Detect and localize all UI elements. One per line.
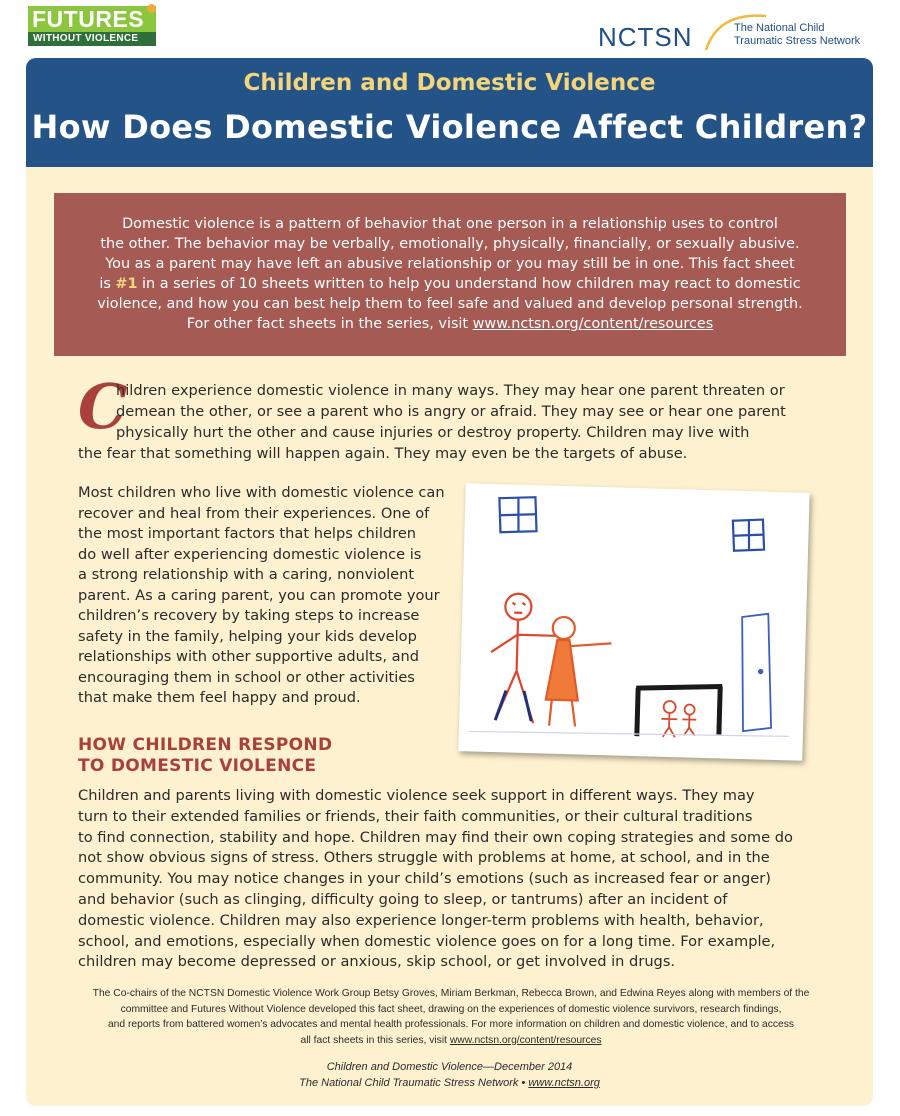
fwv-logo-bottom: WITHOUT VIOLENCE xyxy=(28,32,156,46)
child-drawing-illustration xyxy=(458,483,809,761)
paragraph-recovery xyxy=(78,483,470,709)
section-heading-line2: TO DOMESTIC VIOLENCE xyxy=(78,756,317,776)
sheet-number: #1 xyxy=(115,276,138,292)
fwv-logo-dot-icon xyxy=(147,4,156,13)
credits-resources-link[interactable]: www.nctsn.org/content/resources xyxy=(449,1034,602,1046)
intro-line: violence, and how you can best help them to feel safe and valued and develop personal strength. xyxy=(97,296,803,312)
footer-line1: Children and Domestic Violence—December 2014 xyxy=(326,1061,573,1073)
nctsn-name xyxy=(734,22,860,48)
credits-text: all fact sheets in this series, visit xyxy=(300,1034,450,1046)
fact-sheet-panel xyxy=(26,58,873,1106)
paragraph-line: the most important factors that helps children xyxy=(78,525,417,542)
intro-line: the other. The behavior may be verbally, emotionally, physically, financially, or sexually abusive. xyxy=(100,236,800,252)
footer xyxy=(26,1059,873,1091)
intro-line: Domestic violence is a pattern of behavior that one person in a relationship uses to control xyxy=(122,216,778,232)
fwv-logo-top: FUTURES xyxy=(28,6,156,32)
paragraph-line: parent. As a caring parent, you can promote your xyxy=(78,586,440,604)
page-title: How Does Domestic Violence Affect Children? xyxy=(31,108,868,146)
credits xyxy=(66,986,836,1048)
nctsn-name-line1: The National Child xyxy=(734,22,825,34)
paragraph-line: a strong relationship with a caring, nonviolent xyxy=(78,566,415,583)
window-right-icon xyxy=(732,519,765,552)
credits-line: The Co-chairs of the NCTSN Domestic Violence Work Group Betsy Groves, Miriam Berkman, Rebecca Brown, and Edwina Reyes along with members of the xyxy=(92,988,810,999)
intro-text: For other fact sheets in the series, visit xyxy=(186,316,473,332)
door-icon xyxy=(739,613,774,732)
credits-line: committee and Futures Without Violence developed this fact sheet, drawing on the experiences of domestic violence survivors, research findings, xyxy=(120,1003,782,1015)
child-drawing-image xyxy=(458,483,809,761)
intro-line: You as a parent may have left an abusive relationship or you may still be in one. This fact sheet xyxy=(105,256,795,272)
figure-left-legs-icon xyxy=(495,690,532,721)
nctsn-name-line2: Traumatic Stress Network xyxy=(734,35,861,47)
intro-line xyxy=(72,274,828,294)
floor-line xyxy=(469,727,789,740)
paragraph-line: community. You may notice changes in your child’s emotions (such as increased fear or anger) xyxy=(78,870,771,888)
nctsn-wordmark: NCTSN xyxy=(598,22,693,52)
intro-text: in a series of 10 sheets written to help you understand how children may react to domestic xyxy=(137,276,801,292)
nctsn-logo xyxy=(598,14,878,54)
window-left-icon xyxy=(498,496,537,533)
figure-right-icon xyxy=(545,617,612,728)
paragraph-line: recover and heal from their experiences. One of xyxy=(78,504,430,522)
paragraph-line: encouraging them in school or other activities xyxy=(78,668,415,686)
nctsn-site-link[interactable]: www.nctsn.org xyxy=(528,1077,600,1089)
children-under-table-icon xyxy=(661,701,697,738)
paragraph-line: children’s recovery by taking steps to increase xyxy=(78,607,420,624)
resources-link[interactable]: www.nctsn.org/content/resources xyxy=(472,316,714,332)
intro-line xyxy=(72,314,828,334)
paragraph-line: that make them feel happy and proud. xyxy=(78,689,361,706)
paragraph-responses xyxy=(78,786,826,973)
paragraph-line: school, and emotions, especially when domestic violence goes on for a long time. For example, xyxy=(78,932,776,950)
paragraph-line: the fear that something will happen again. They may even be the targets of abuse. xyxy=(78,445,688,462)
intro-box xyxy=(54,193,846,356)
section-heading xyxy=(78,735,332,777)
paragraph-line: Most children who live with domestic violence can xyxy=(78,484,445,501)
table-icon xyxy=(635,684,722,738)
footer-line2 xyxy=(26,1075,873,1091)
intro-text: is xyxy=(99,276,116,292)
paragraph-line: domestic violence. Children may also experience longer-term problems with health, behavior, xyxy=(78,911,764,929)
drop-cap: C xyxy=(78,370,128,443)
futures-without-violence-logo xyxy=(28,6,156,48)
paragraph-line: hildren experience domestic violence in many ways. They may hear one parent threaten or xyxy=(116,382,785,399)
paragraph-line: do well after experiencing domestic violence is xyxy=(78,545,422,563)
header-band xyxy=(26,58,873,167)
paragraph-line: not show obvious signs of stress. Others struggle with problems at home, at school, and in the xyxy=(78,849,770,867)
paragraph-line: demean the other, or see a parent who is angry or afraid. They may see or hear one parent xyxy=(116,403,786,420)
credits-line: and reports from battered women’s advocates and mental health professionals. For more information on children and domestic violence, and to access xyxy=(107,1019,795,1030)
paragraph-line: Children and parents living with domestic violence seek support in different ways. They may xyxy=(78,787,755,804)
paragraph-line: physically hurt the other and cause injuries or destroy property. Children may live with xyxy=(116,424,750,441)
page-subtitle: Children and Domestic Violence xyxy=(243,70,656,96)
footer-org: The National Child Traumatic Stress Network • xyxy=(299,1077,529,1089)
credits-line xyxy=(66,1033,836,1049)
paragraph-line: to find connection, stability and hope. Children may find their own coping strategies and some do xyxy=(78,828,793,846)
paragraph-line: turn to their extended families or friends, their faith communities, or their cultural traditions xyxy=(78,807,753,825)
figure-left-icon xyxy=(489,593,557,724)
paragraph-intro-experience xyxy=(78,380,818,464)
paragraph-line: relationships with other supportive adults, and xyxy=(78,648,420,665)
section-heading-line1: HOW CHILDREN RESPOND xyxy=(78,735,333,755)
paragraph-line: children may become depressed or anxious, skip school, or get involved in drugs. xyxy=(78,953,676,971)
paragraph-line: safety in the family, helping your kids develop xyxy=(78,627,417,645)
paragraph-line: and behavior (such as clinging, difficulty going to sleep, or tantrums) after an incident of xyxy=(78,890,728,908)
